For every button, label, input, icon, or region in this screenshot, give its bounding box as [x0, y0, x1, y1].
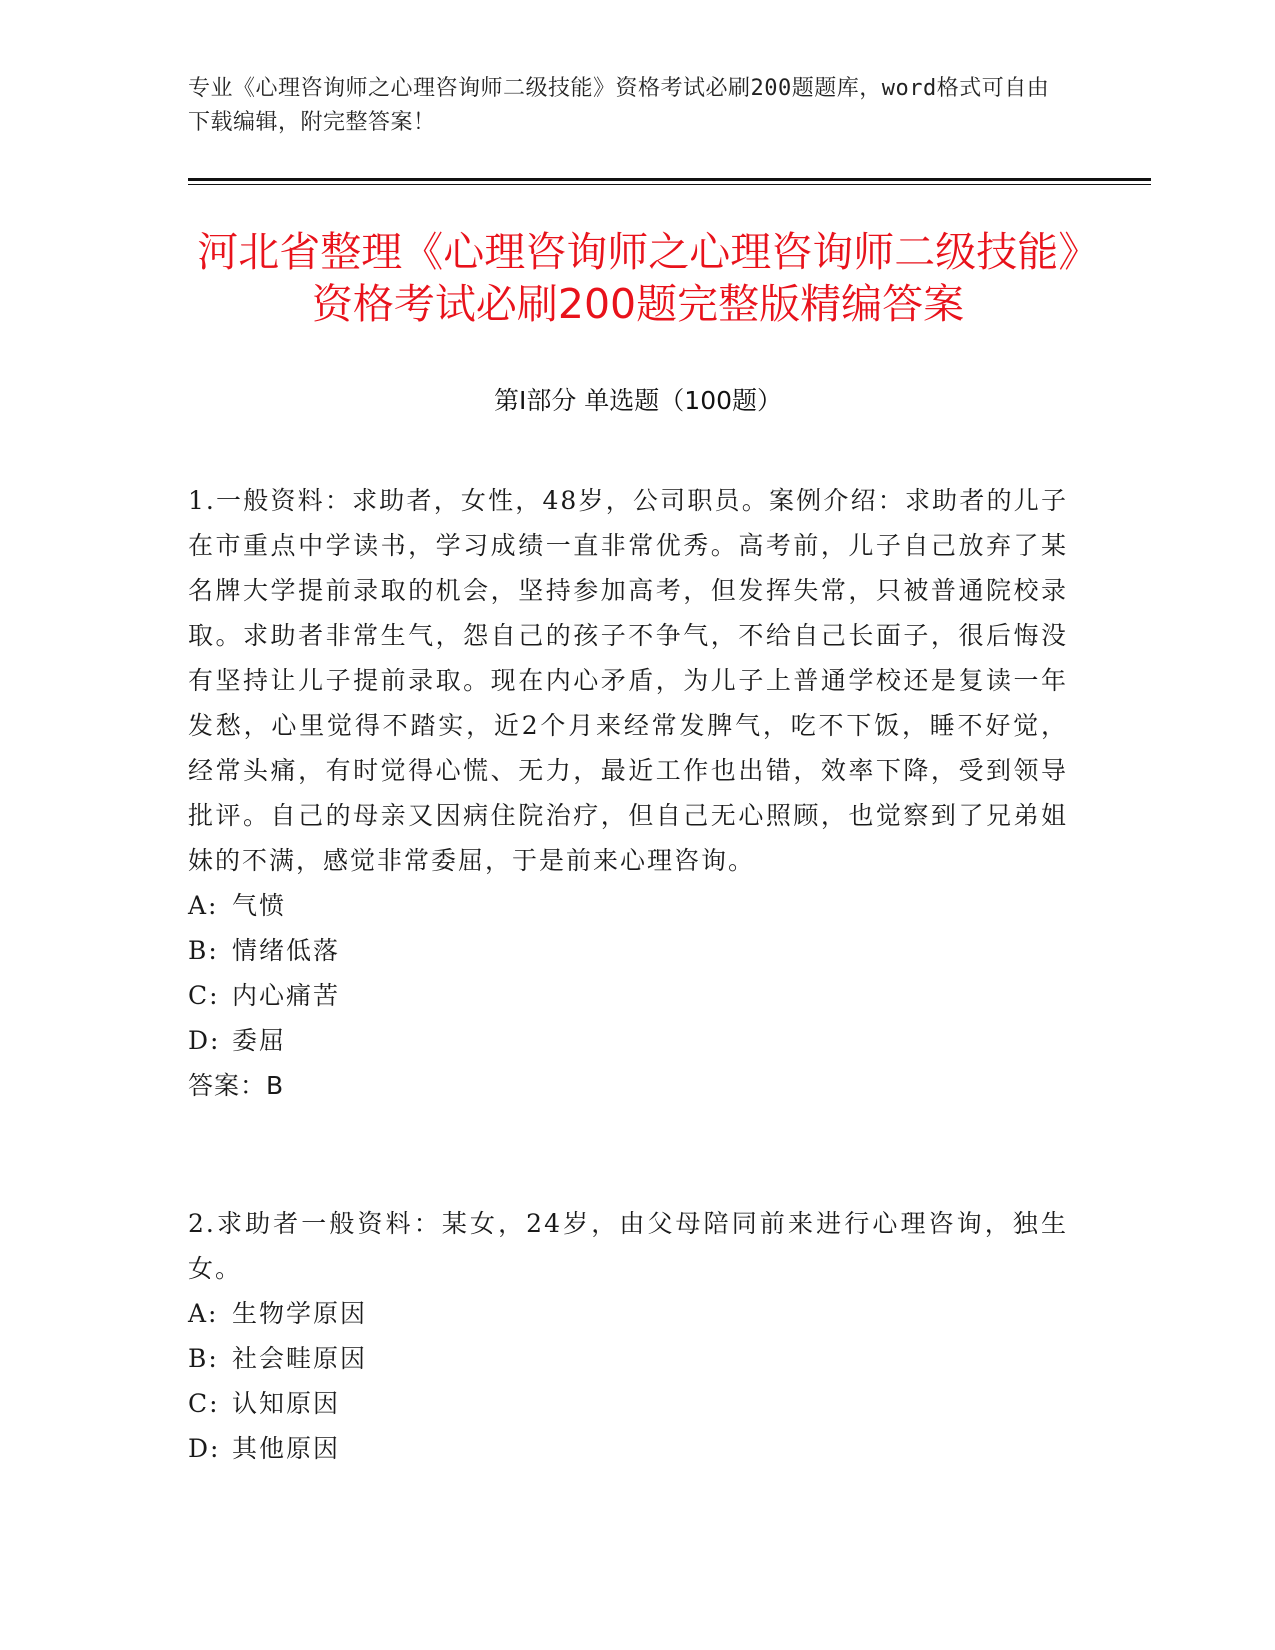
option-text: 气愤 — [232, 891, 287, 920]
option-d — [188, 1018, 1068, 1063]
option-letter: D: — [188, 1026, 221, 1055]
option-letter: C: — [188, 1389, 220, 1418]
question-stem: 1.一般资料：求助者，女性，48岁，公司职员。案例介绍：求助者的儿子在市重点中学读书，学习成绩一直非常优秀。高考前，儿子自己放弃了某名牌大学提前录取的机会，坚持参加高考，但发挥失常，只被普通院校录取。求助者非常生气，怨自己的孩子不争气，不给自己长面子，很后悔没有坚持让儿子提前录取。现在内心矛盾，为儿子上普通学校还是复读一年发愁，心里觉得不踏实，近2个月来经常发脾气，吃不下饭，睡不好觉，经常头痛，有时觉得心慌、无力，最近工作也出错，效率下降，受到领导批评。自己的母亲又因病住院治疗，但自己无心照顾，也觉察到了兄弟姐妹的不满，感觉非常委屈，于是前来心理咨询。 — [188, 486, 1068, 875]
option-text: 内心痛苦 — [232, 981, 341, 1010]
option-text: 认知原因 — [232, 1389, 341, 1418]
option-text: 社会畦原因 — [232, 1344, 368, 1373]
option-letter: B: — [188, 1344, 219, 1373]
option-text: 情绪低落 — [232, 936, 341, 965]
option-a — [188, 883, 1068, 928]
question-stem: 2.求助者一般资料：某女，24岁，由父母陪同前来进行心理咨询，独生女。 — [188, 1209, 1068, 1283]
header-note: 专业《心理咨询师之心理咨询师二级技能》资格考试必刷200题题库，word格式可自由下载编辑，附完整答案！ — [188, 76, 1050, 135]
section-heading: 第Ⅰ部分 单选题（100题） — [493, 386, 783, 415]
option-b — [188, 928, 1068, 973]
option-letter: D: — [188, 1434, 221, 1463]
header-rule-thick — [188, 178, 1151, 181]
option-d — [188, 1426, 1068, 1471]
option-letter: B: — [188, 936, 219, 965]
question-1 — [188, 478, 1068, 1108]
answer-line: 答案：B — [188, 1071, 285, 1100]
document-title: 河北省整理《心理咨询师之心理咨询师二级技能》资格考试必刷200题完整版精编答案 — [197, 228, 1079, 328]
option-text: 委屈 — [232, 1026, 287, 1055]
option-letter: C: — [188, 981, 220, 1010]
option-c — [188, 973, 1068, 1018]
option-b — [188, 1336, 1068, 1381]
header-rule-thin — [188, 184, 1151, 185]
question-2 — [188, 1201, 1068, 1471]
option-letter: A: — [188, 1299, 219, 1328]
option-c — [188, 1381, 1068, 1426]
option-letter: A: — [188, 891, 219, 920]
option-text: 其他原因 — [232, 1434, 341, 1463]
option-text: 生物学原因 — [232, 1299, 368, 1328]
option-a — [188, 1291, 1068, 1336]
